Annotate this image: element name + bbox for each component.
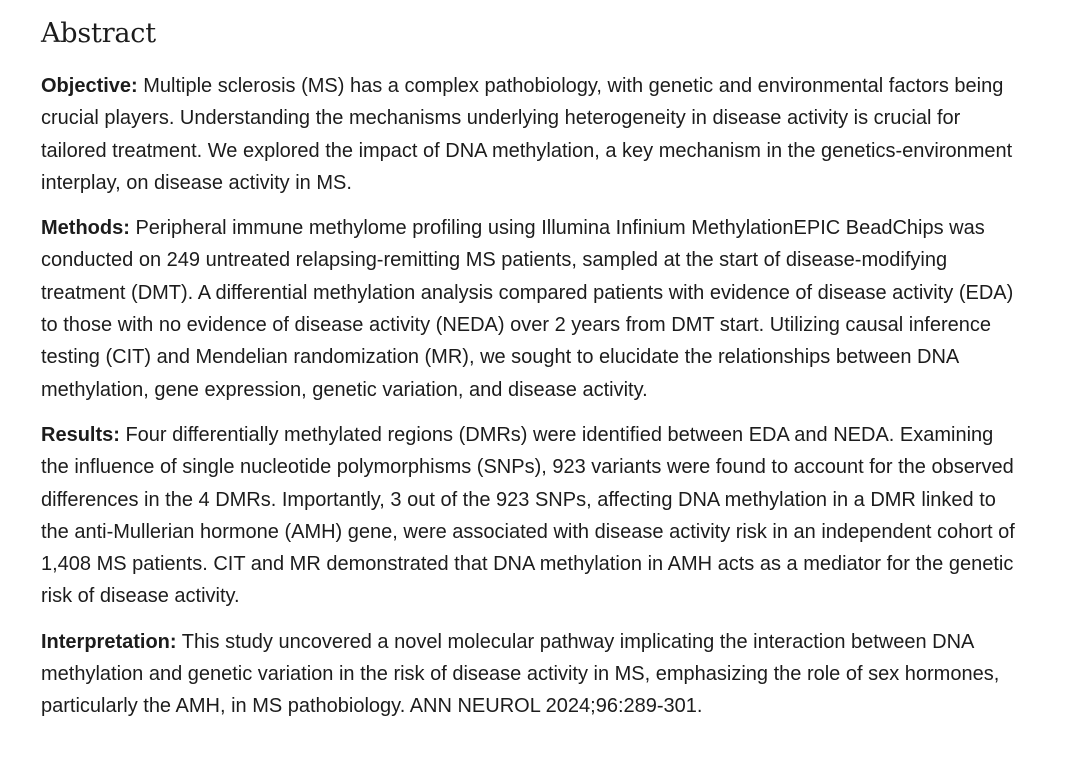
objective-label: Objective: <box>41 75 138 97</box>
interpretation-text: This study uncovered a novel molecular pathway implicating the interaction between DNA methylation and genetic variation in the risk of disease activity in MS, emphasizing the role of sex hormones, particularly the AMH, in MS pathobiology. ANN NEUROL 2024;96:289-301. <box>41 630 1000 718</box>
results-text: Four differentially methylated regions (DMRs) were identified between EDA and NEDA. Examining the influence of single nucleotide polymorphisms (SNPs), 923 variants were found to account for the observed differences in the 4 DMRs. Importantly, 3 out of the 923 SNPs, affecting DNA methylation in a DMR linked to the anti-Mullerian hormone (AMH) gene, were associated with disease activity risk in an independent cohort of 1,408 MS patients. CIT and MR demonstrated that DNA methylation in AMH acts as a mediator for the genetic risk of disease activity. <box>41 423 1015 608</box>
abstract-heading: Abstract <box>41 18 156 49</box>
interpretation-label: Interpretation: <box>41 630 177 653</box>
interpretation-paragraph <box>41 626 1016 723</box>
methods-label: Methods: <box>41 217 130 240</box>
abstract-section <box>41 12 1016 736</box>
methods-text: Peripheral immune methylome profiling using Illumina Infinium MethylationEPIC BeadChips was conducted on 249 untreated relapsing-remitting MS patients, sampled at the start of disease-modifying treatment (DMT). A differential methylation analysis compared patients with evidence of disease activity (EDA) to those with no evidence of disease activity (NEDA) over 2 years from DMT start. Utilizing causal inference testing (CIT) and Mendelian randomization (MR), we sought to elucidate the relationships between DNA methylation, gene expression, genetic variation, and disease activity. <box>41 217 1014 401</box>
results-paragraph <box>41 419 1016 613</box>
methods-paragraph <box>41 212 1016 406</box>
results-label: Results: <box>41 423 120 446</box>
objective-text: Multiple sclerosis (MS) has a complex pathobiology, with genetic and environmental factors being crucial players. Understanding the mechanisms underlying heterogeneity in disease activity is crucial for tailored treatment. We explored the impact of DNA methylation, a key mechanism in the genetics-environment interplay, on disease activity in MS. <box>41 75 1013 194</box>
objective-paragraph <box>41 70 1016 199</box>
